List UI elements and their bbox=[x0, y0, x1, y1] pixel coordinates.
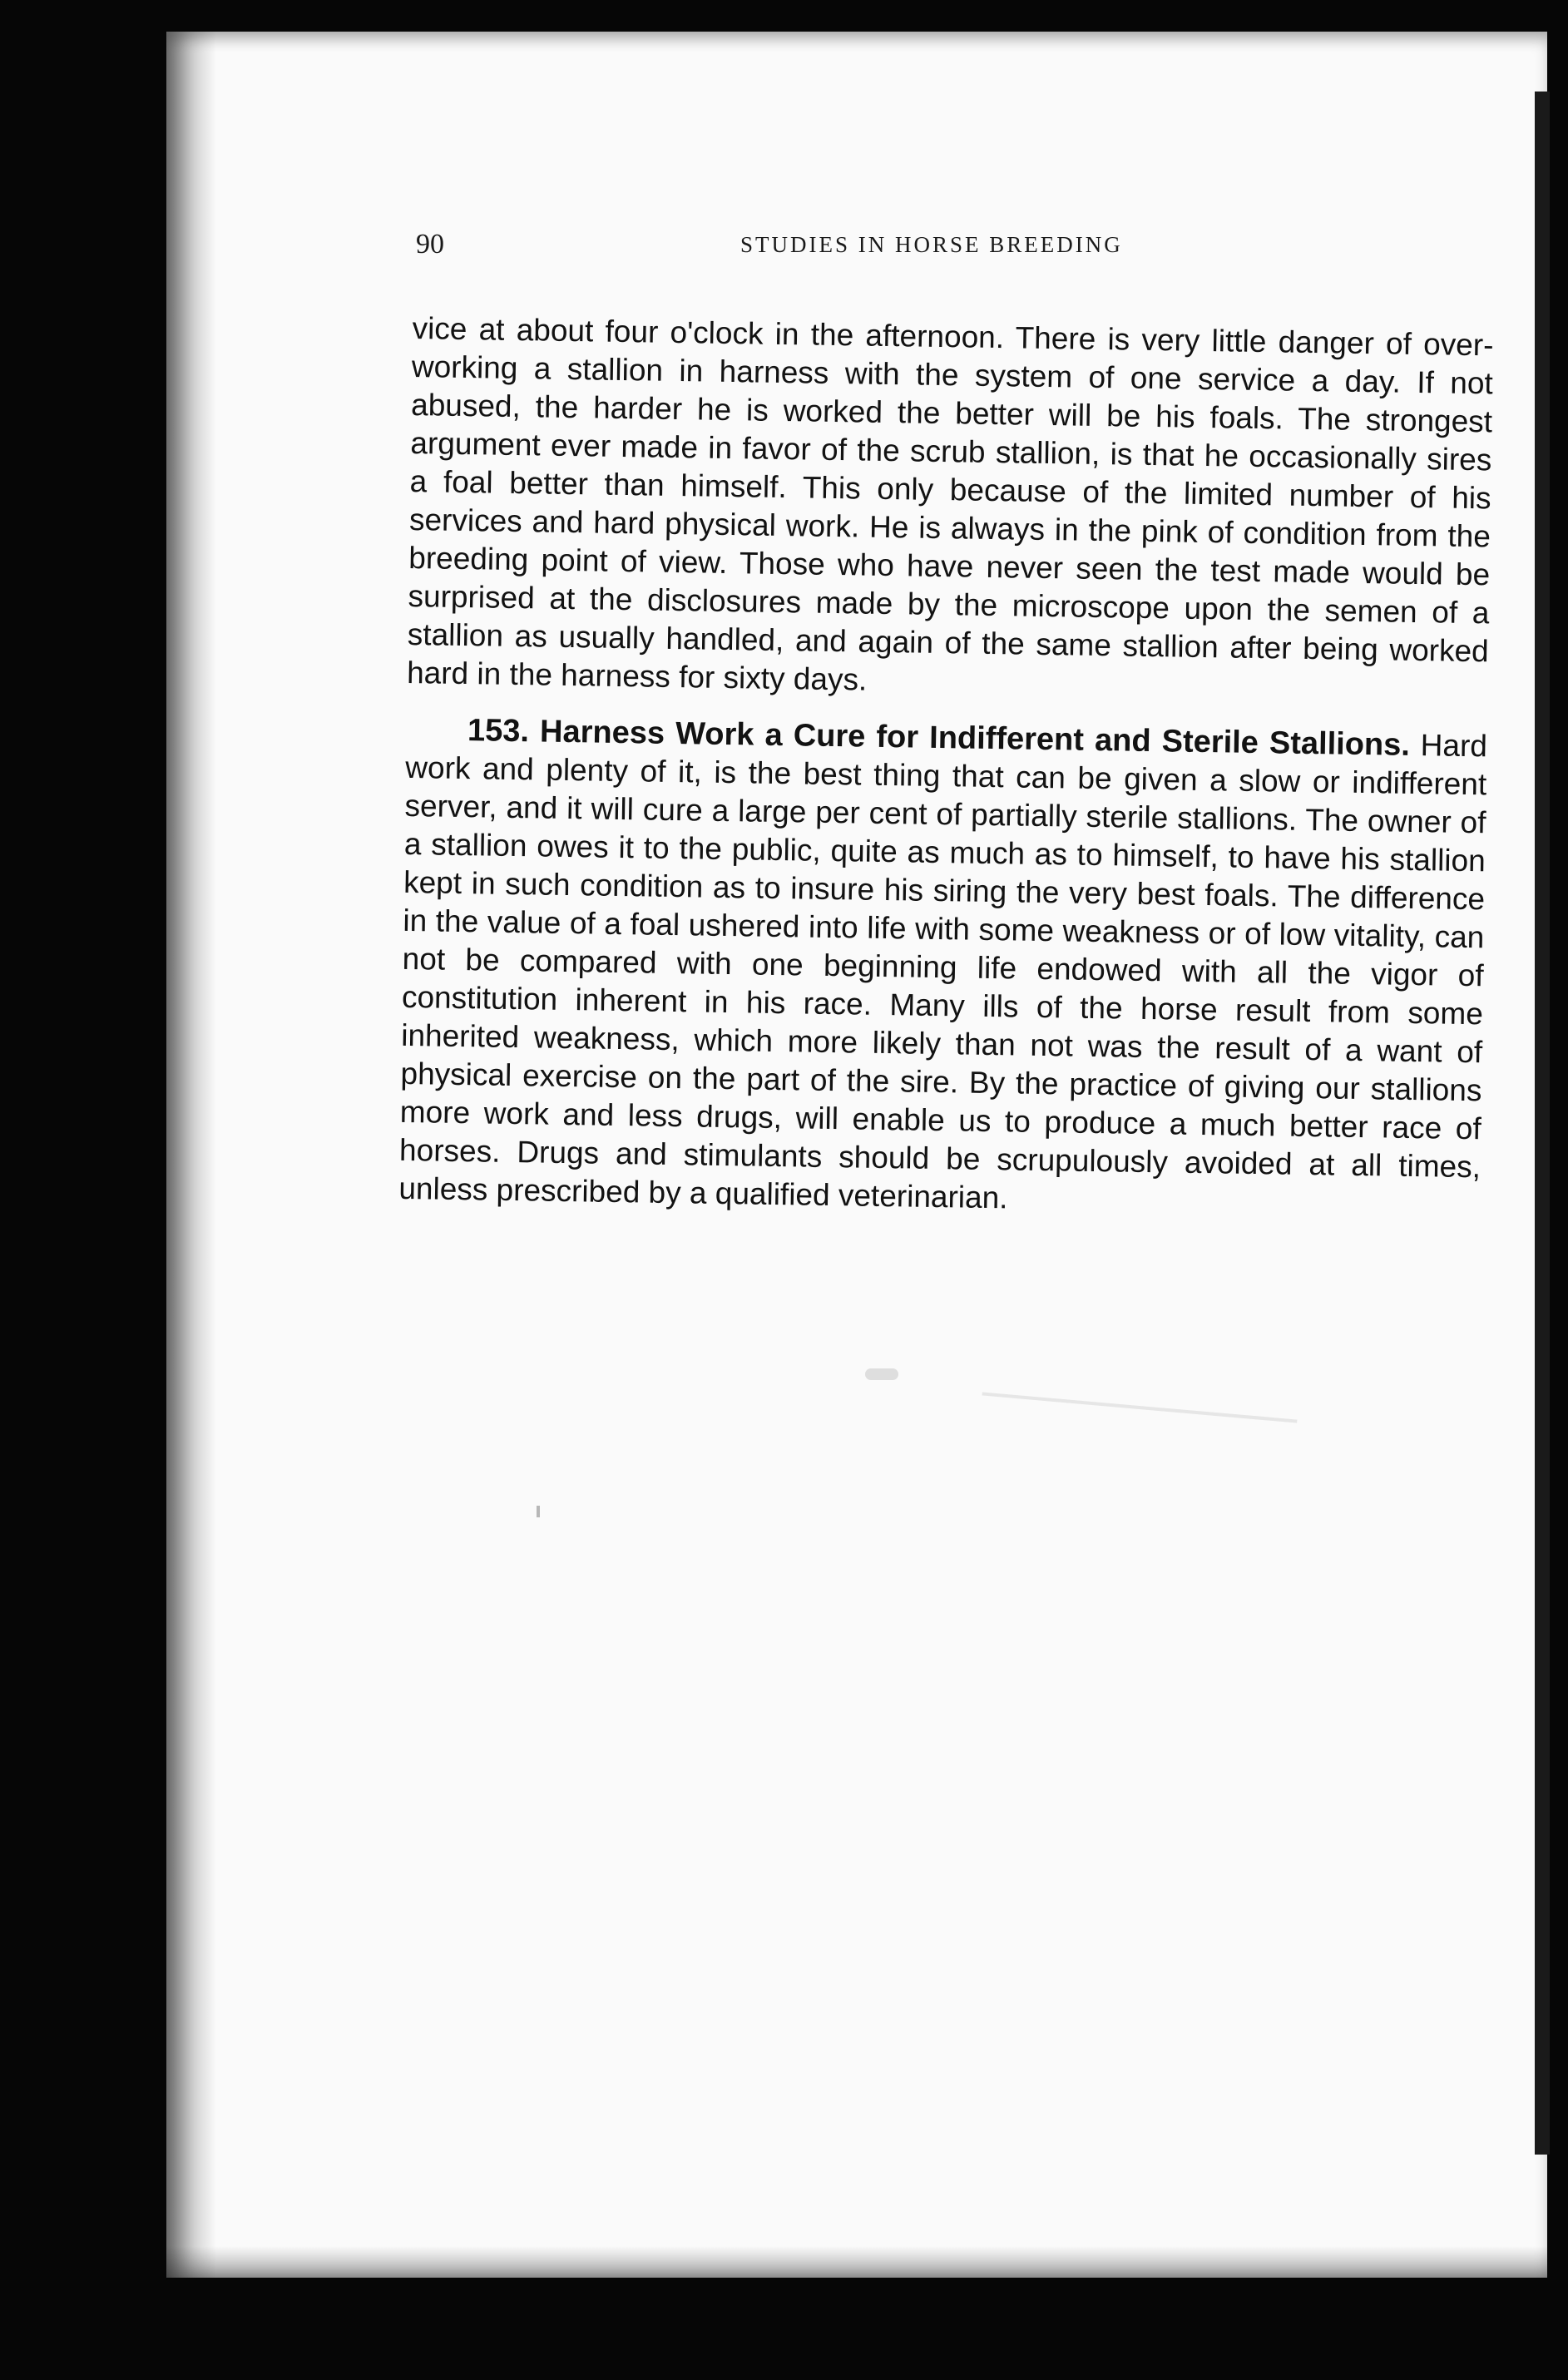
section-text: Hard work and plenty of it, is the best thing that can be given a slow or indifferent server, and it will cure a large per cent of partially sterile stallions. The owner of a stallion owes it to the public, quite as much as to himself, to have his stallion kept in such condition as to insure his siring the very best foals. The difference in the value of a foal ushered into life with some weakness or of low vitality, can not be compared with one beginning life endowed with all the vigor of constitution inherent in his race. Many ills of the horse result from some inherited weakness, which more likely than not was the result of a want of physical exercise on the part of the sire. By the practice of giving our stallions more work and less drugs, will enable us to produce a much better race of horses. Drugs and stimulants should be scrupulously avoided at all times, unless prescribed by a qualified veterinarian. bbox=[398, 728, 1488, 1215]
page-edge-strip bbox=[1535, 92, 1550, 2155]
section-heading: 153. Harness Work a Cure for Indifferent and Sterile Stallions. bbox=[467, 713, 1411, 763]
running-title: STUDIES IN HORSE BREEDING bbox=[740, 232, 1123, 257]
scan-smudge bbox=[537, 1506, 540, 1517]
body-text bbox=[398, 309, 1494, 1225]
paragraph-continued: vice at about four o'clock in the afternoon. There is very little danger of over-working a stallion in harness with the system of one service a day. If not abused, the harder he is worked the better will be his foals. The strongest argument ever made in favor of the scrub stallion, is that he occasionally sires a foal better than himself. This only because of the limited number of his services and hard physical work. He is always in the pink of condition from the breeding point of view. Those who have never seen the test made would be surprised at the disclosures made by the microscope upon the semen of a stallion as usually handled, and again of the same stallion after being worked hard in the harness for sixty days. bbox=[406, 310, 1494, 697]
running-head bbox=[416, 229, 1481, 262]
page-number: 90 bbox=[416, 229, 444, 260]
section-153 bbox=[398, 710, 1487, 1225]
scan-smudge bbox=[865, 1368, 898, 1380]
page-bottom-shadow bbox=[166, 2246, 1547, 2279]
